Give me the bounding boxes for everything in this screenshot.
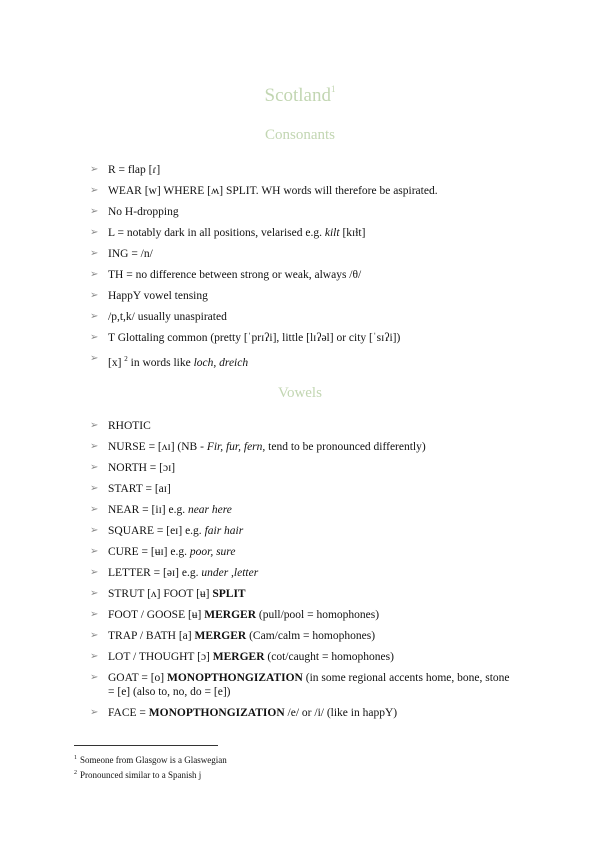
footnote-number: 2 (74, 770, 77, 776)
item-text: TH = no difference between strong or weak, always /θ/ (108, 269, 362, 281)
footnote (74, 752, 524, 767)
item-text: ING = /n/ (108, 248, 153, 260)
item-example: poor, sure (189, 546, 236, 558)
item-text: RHOTIC (108, 420, 151, 432)
page-title (0, 84, 600, 107)
arrow-bullet-icon: ➢ (90, 269, 99, 280)
item-text: WEAR [w] WHERE [ʍ] SPLIT. WH words will therefore be aspirated. (108, 185, 438, 197)
vowels-list (90, 419, 510, 727)
item-example: kilt (324, 227, 340, 239)
item-text: No H-dropping (108, 206, 179, 218)
item-text: (Cam/calm = homophones) (246, 630, 376, 642)
arrow-bullet-icon: ➢ (90, 227, 99, 238)
list-item (90, 268, 510, 282)
item-text: CURE = [ʉɪ] e.g. (108, 546, 190, 558)
footnote-number: 1 (74, 755, 77, 761)
list-item (90, 566, 510, 580)
list-item (90, 289, 510, 303)
item-text: STRUT [ʌ] FOOT [ʉ] (108, 588, 213, 600)
item-text: LOT / THOUGHT [ɔ] (108, 651, 213, 663)
footnotes (74, 752, 524, 782)
list-item (90, 608, 510, 622)
footnote-divider (74, 745, 218, 746)
item-text: tend to be pronounced differently) (265, 441, 426, 453)
arrow-bullet-icon: ➢ (90, 546, 99, 557)
item-example: loch, dreich (193, 356, 249, 369)
arrow-bullet-icon: ➢ (90, 504, 99, 515)
arrow-bullet-icon: ➢ (90, 609, 99, 620)
arrow-bullet-icon: ➢ (90, 630, 99, 641)
item-keyword: MERGER (204, 609, 257, 621)
item-example: fair hair (204, 525, 244, 537)
item-text: GOAT = [o] (108, 672, 167, 684)
item-text: L = notably dark in all positions, velarised e.g. (108, 227, 325, 239)
item-text: FOOT / GOOSE [ʉ] (108, 609, 205, 621)
list-item (90, 524, 510, 538)
item-example: under ,letter (201, 567, 259, 579)
footnote-text: Someone from Glasgow is a Glaswegian (80, 755, 227, 765)
footnote (74, 767, 524, 782)
arrow-bullet-icon: ➢ (90, 462, 99, 473)
title-footnote-ref: 1 (331, 84, 336, 94)
item-text: NORTH = [ɔɪ] (108, 462, 176, 474)
arrow-bullet-icon: ➢ (90, 588, 99, 599)
arrow-bullet-icon: ➢ (90, 525, 99, 536)
list-item (90, 440, 510, 454)
list-item (90, 310, 510, 324)
item-text: [x] (108, 356, 125, 369)
arrow-bullet-icon: ➢ (90, 290, 99, 301)
item-text: HappY vowel tensing (108, 290, 208, 302)
item-keyword: MERGER (194, 630, 247, 642)
arrow-bullet-icon: ➢ (90, 164, 99, 175)
item-text: /e/ or /i/ (like in happY) (284, 707, 398, 719)
item-example: near here (187, 504, 232, 516)
list-item (90, 482, 510, 496)
item-text: NEAR = [iɪ] e.g. (108, 504, 188, 516)
item-text: NURSE = [ʌɪ] (NB - (108, 441, 207, 453)
item-keyword: MERGER (212, 651, 265, 663)
item-keyword: MONOPTHONGIZATION (148, 707, 285, 719)
item-keyword: MONOPTHONGIZATION (166, 672, 303, 684)
list-item (90, 205, 510, 219)
arrow-bullet-icon: ➢ (90, 206, 99, 217)
consonants-list (90, 163, 510, 377)
arrow-bullet-icon: ➢ (90, 567, 99, 578)
list-item (90, 503, 510, 517)
arrow-bullet-icon: ➢ (90, 672, 99, 683)
list-item (90, 650, 510, 664)
list-item (90, 419, 510, 433)
item-text: TRAP / BATH [a] (108, 630, 195, 642)
list-item (90, 461, 510, 475)
title-text: Scotland (264, 85, 331, 106)
arrow-bullet-icon: ➢ (90, 185, 99, 196)
list-item (90, 671, 510, 699)
list-item (90, 331, 510, 345)
consonants-heading: Consonants (264, 127, 335, 143)
item-text: T Glottaling common (pretty [ˈprɪʔi], little [lɪʔəl] or city [ˈsɪʔi]) (108, 332, 401, 344)
item-text: START = [aɪ] (108, 483, 171, 495)
item-text: (pull/pool = homophones) (256, 609, 380, 621)
arrow-bullet-icon: ➢ (90, 651, 99, 662)
item-text: FACE = (108, 707, 149, 719)
list-item (90, 629, 510, 643)
list-item (90, 545, 510, 559)
arrow-bullet-icon: ➢ (90, 420, 99, 431)
vowels-heading: Vowels (278, 385, 322, 401)
list-item (90, 587, 510, 601)
list-item (90, 226, 510, 240)
arrow-bullet-icon: ➢ (90, 483, 99, 494)
arrow-bullet-icon: ➢ (90, 332, 99, 343)
item-text: SQUARE = [eɪ] e.g. (108, 525, 205, 537)
list-item (90, 247, 510, 261)
footnote-text: Pronounced similar to a Spanish j (80, 770, 202, 780)
item-text: /p,t,k/ usually unaspirated (108, 311, 227, 323)
arrow-bullet-icon: ➢ (90, 248, 99, 259)
item-text: [kɪɫt] (339, 227, 366, 239)
list-item (90, 352, 510, 370)
item-text: (in some regional accents home, bone, stone = [e] (also to, no, do = [e]) (108, 672, 510, 698)
arrow-bullet-icon: ➢ (90, 441, 99, 452)
arrow-bullet-icon: ➢ (90, 311, 99, 322)
list-item (90, 163, 510, 177)
arrow-bullet-icon: ➢ (90, 353, 99, 364)
item-text: LETTER = [əɪ] e.g. (108, 567, 202, 579)
item-text: in words like (127, 356, 194, 369)
arrow-bullet-icon: ➢ (90, 707, 99, 718)
item-text: R = flap [ɾ] (108, 164, 161, 176)
list-item (90, 184, 510, 198)
item-example: Fir, fur, fern, (206, 441, 266, 453)
list-item (90, 706, 510, 720)
item-keyword: SPLIT (212, 588, 246, 600)
item-text: (cot/caught = homophones) (264, 651, 394, 663)
footnote-ref: 2 (124, 355, 128, 363)
